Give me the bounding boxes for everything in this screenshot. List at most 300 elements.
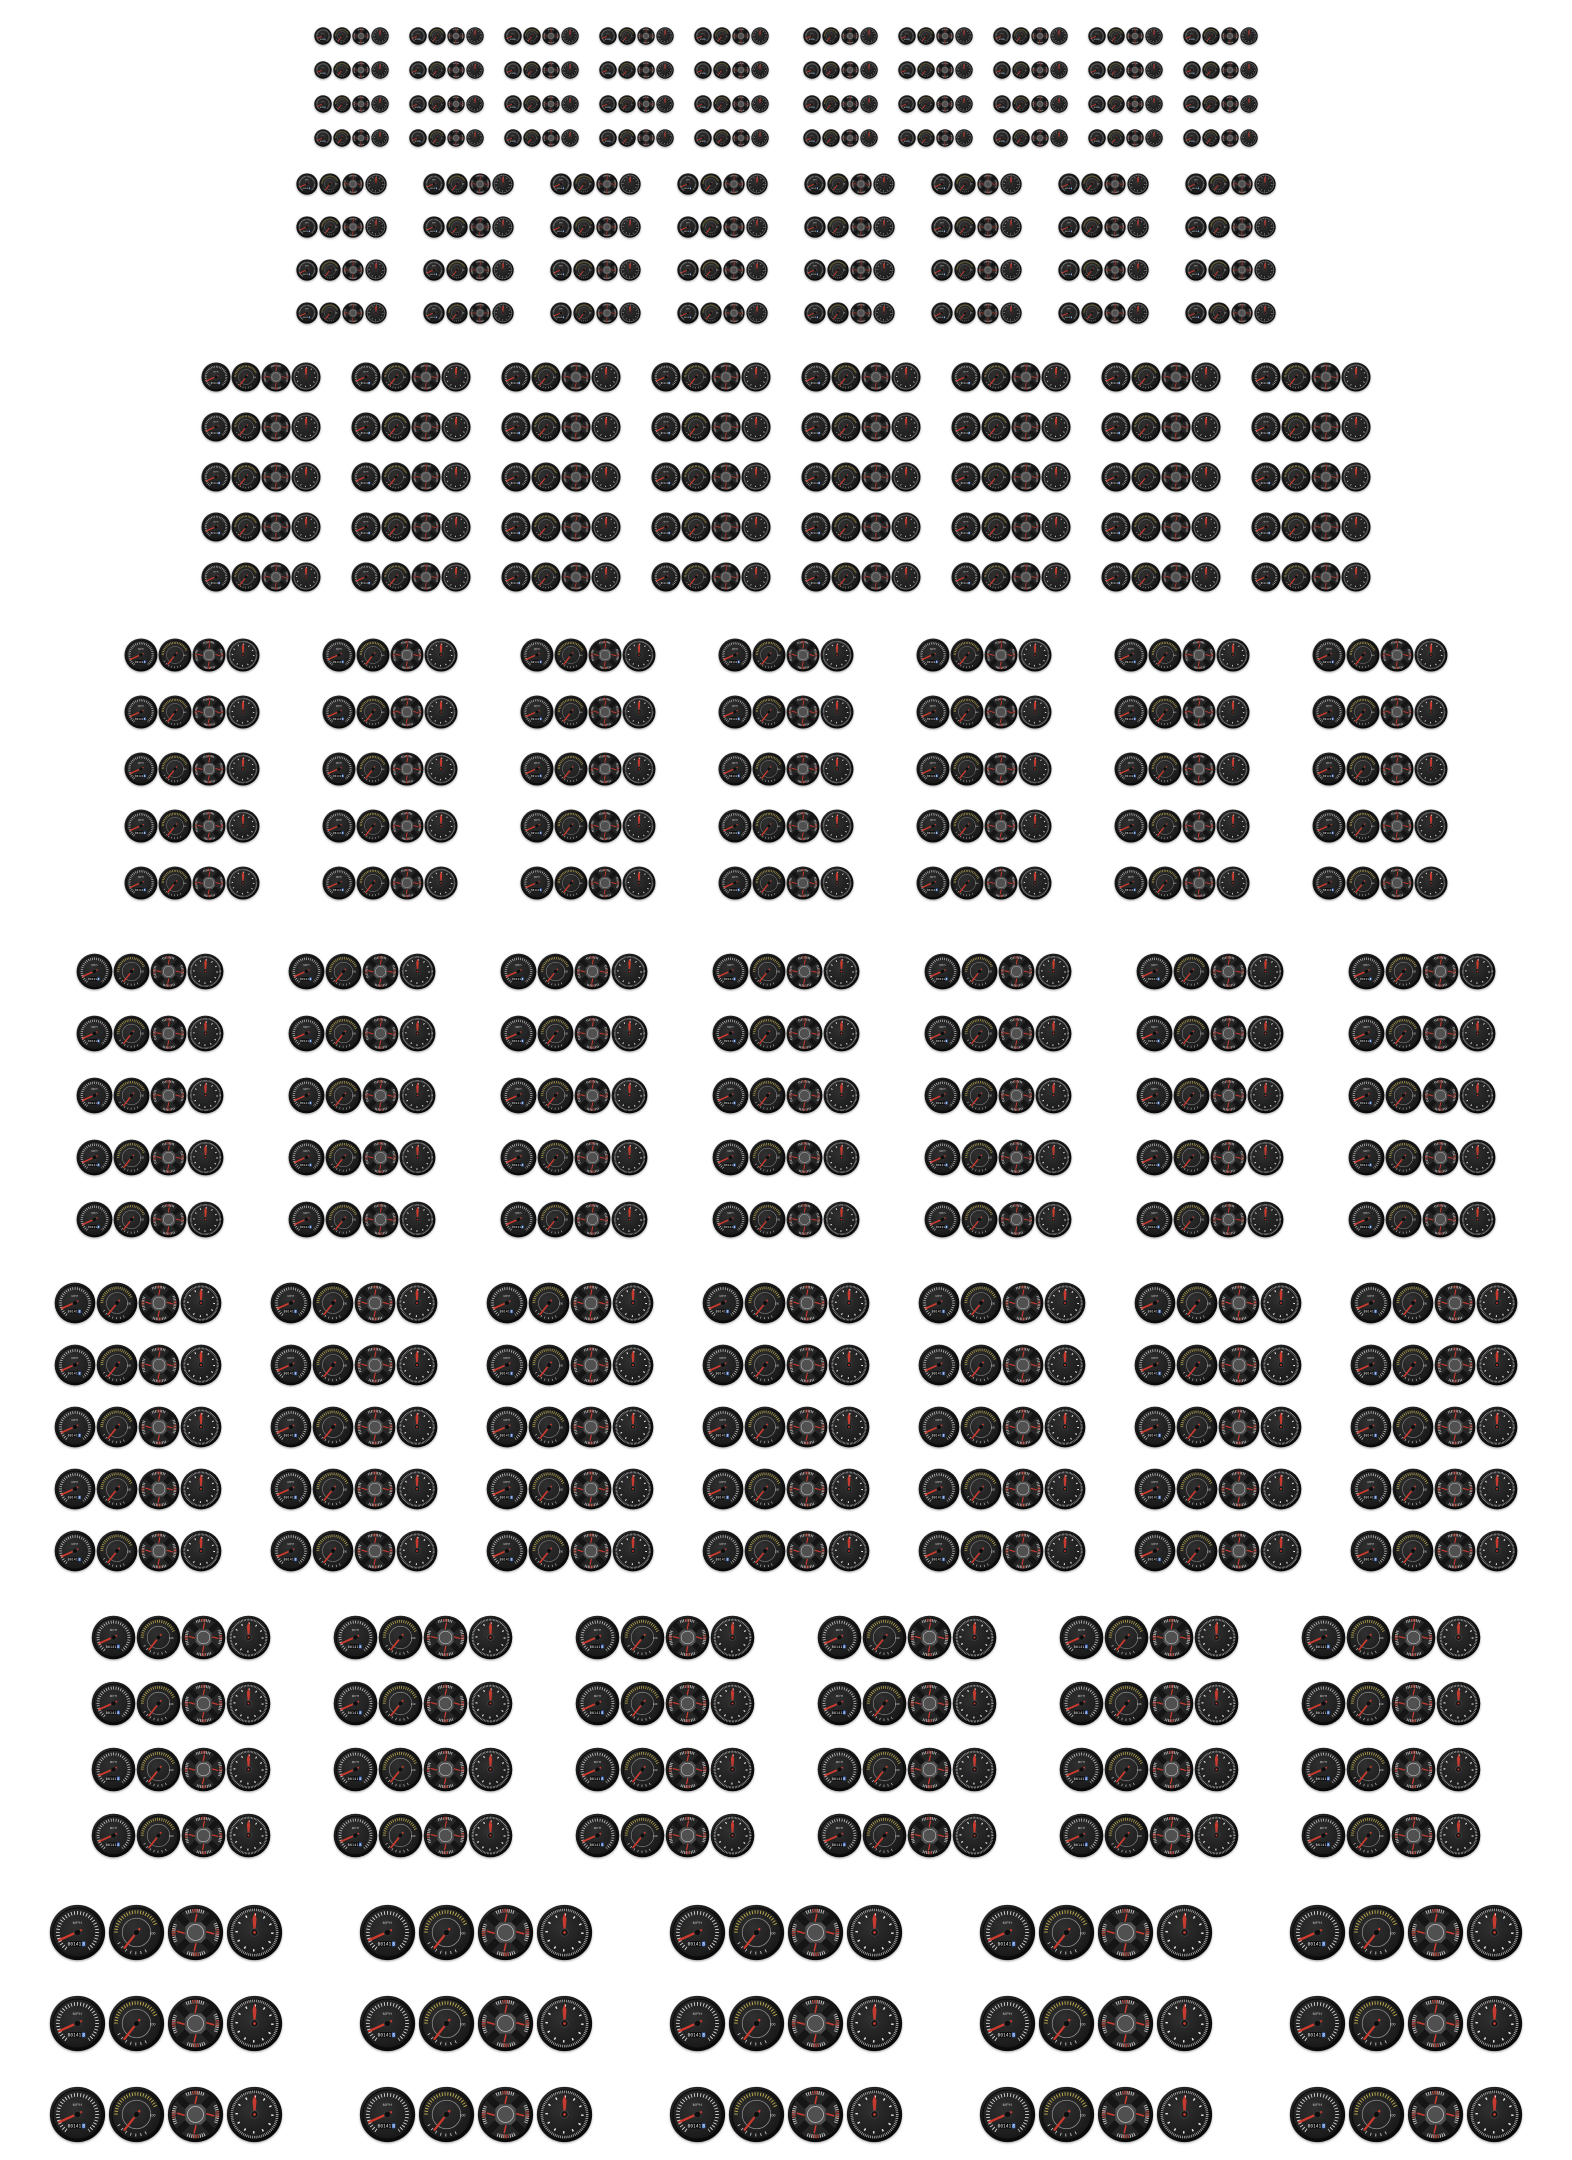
tachometer-gauge-icon	[700, 173, 722, 195]
gauge-cluster	[801, 562, 921, 592]
speedometer-gauge-icon	[702, 1282, 744, 1324]
quad-cluster-gauge-icon	[1434, 1344, 1476, 1386]
tachometer-gauge-icon	[381, 412, 411, 442]
clock-gauge-icon	[365, 302, 387, 324]
gauge-cluster	[1251, 412, 1371, 442]
speedometer-gauge-icon	[993, 61, 1011, 79]
gauge-cluster	[1134, 1468, 1302, 1510]
quad-cluster-gauge-icon	[1161, 512, 1191, 542]
clock-gauge-icon	[399, 1015, 436, 1052]
speedometer-gauge-icon	[322, 866, 356, 900]
speedometer-gauge-icon	[803, 27, 821, 45]
clock-gauge-icon	[619, 259, 641, 281]
gauge-cluster	[993, 27, 1068, 45]
tachometer-gauge-icon	[749, 1077, 786, 1114]
tachometer-gauge-icon	[356, 866, 390, 900]
speedometer-gauge-icon	[54, 1468, 96, 1510]
quad-cluster-gauge-icon	[732, 61, 750, 79]
tachometer-gauge-icon	[312, 1468, 354, 1510]
gauge-cluster	[288, 1201, 436, 1238]
speedometer-gauge-icon	[1251, 362, 1281, 392]
tachometer-gauge-icon	[1176, 1406, 1218, 1448]
speedometer-gauge-icon	[270, 1344, 312, 1386]
quad-cluster-gauge-icon	[665, 1813, 710, 1858]
quad-cluster-gauge-icon	[1161, 462, 1191, 492]
gauge-cluster	[501, 362, 621, 392]
quad-cluster-gauge-icon	[1434, 1406, 1476, 1448]
speedometer-gauge-icon	[288, 1201, 325, 1238]
gauge-row	[0, 1344, 1572, 1386]
speedometer-gauge-icon	[1136, 1139, 1173, 1176]
quad-cluster-gauge-icon	[390, 695, 424, 729]
speedometer-gauge-icon	[351, 362, 381, 392]
quad-cluster-gauge-icon	[138, 1530, 180, 1572]
quad-cluster-gauge-icon	[665, 1747, 710, 1792]
quad-cluster-gauge-icon	[936, 27, 954, 45]
quad-cluster-gauge-icon	[665, 1681, 710, 1726]
tachometer-gauge-icon	[862, 1747, 907, 1792]
clock-gauge-icon	[466, 61, 484, 79]
quad-cluster-gauge-icon	[861, 512, 891, 542]
speedometer-gauge-icon	[931, 216, 953, 238]
clock-gauge-icon	[622, 809, 656, 843]
clock-gauge-icon	[1018, 695, 1052, 729]
speedometer-gauge-icon	[803, 95, 821, 113]
gauge-cluster	[898, 129, 973, 147]
gauge-cluster	[409, 129, 484, 147]
clock-gauge-icon	[591, 462, 621, 492]
gauge-cluster	[694, 61, 769, 79]
tachometer-gauge-icon	[960, 1530, 1002, 1572]
speedometer-gauge-icon	[979, 2086, 1036, 2143]
quad-cluster-gauge-icon	[1231, 302, 1253, 324]
clock-gauge-icon	[1018, 638, 1052, 672]
size-band-4	[0, 638, 1572, 900]
gauge-cluster	[409, 27, 484, 45]
tachometer-gauge-icon	[1281, 562, 1311, 592]
clock-gauge-icon	[622, 866, 656, 900]
clock-gauge-icon	[561, 95, 579, 113]
speedometer-gauge-icon	[712, 1201, 749, 1238]
speedometer-gauge-icon	[1136, 1015, 1173, 1052]
tachometer-gauge-icon	[537, 1201, 574, 1238]
speedometer-gauge-icon	[314, 129, 332, 147]
clock-gauge-icon	[441, 462, 471, 492]
clock-gauge-icon	[1035, 1201, 1072, 1238]
quad-cluster-gauge-icon	[1002, 1344, 1044, 1386]
speedometer-gauge-icon	[801, 562, 831, 592]
speedometer-gauge-icon	[1101, 462, 1131, 492]
clock-gauge-icon	[1459, 1015, 1496, 1052]
quad-cluster-gauge-icon	[850, 259, 872, 281]
clock-gauge-icon	[873, 259, 895, 281]
gauge-row	[0, 1813, 1572, 1858]
clock-gauge-icon	[396, 1406, 438, 1448]
speedometer-gauge-icon	[1134, 1468, 1176, 1510]
quad-cluster-gauge-icon	[1210, 1015, 1247, 1052]
quad-cluster-gauge-icon	[354, 1530, 396, 1572]
speedometer-gauge-icon	[1183, 129, 1201, 147]
quad-cluster-gauge-icon	[362, 1077, 399, 1114]
tachometer-gauge-icon	[325, 1139, 362, 1176]
clock-gauge-icon	[226, 638, 260, 672]
gauge-cluster	[49, 1995, 283, 2052]
clock-gauge-icon	[1459, 1077, 1496, 1114]
speedometer-gauge-icon	[314, 61, 332, 79]
tachometer-gauge-icon	[1081, 259, 1103, 281]
speedometer-gauge-icon	[718, 638, 752, 672]
tachometer-gauge-icon	[312, 1530, 354, 1572]
gauge-cluster	[314, 27, 389, 45]
speedometer-gauge-icon	[651, 362, 681, 392]
quad-cluster-gauge-icon	[1311, 512, 1341, 542]
speedometer-gauge-icon	[702, 1530, 744, 1572]
tachometer-gauge-icon	[523, 27, 541, 45]
clock-gauge-icon	[396, 1468, 438, 1510]
speedometer-gauge-icon	[333, 1813, 378, 1858]
quad-cluster-gauge-icon	[261, 362, 291, 392]
clock-gauge-icon	[823, 1077, 860, 1114]
clock-gauge-icon	[1194, 1747, 1239, 1792]
speedometer-gauge-icon	[76, 1201, 113, 1238]
clock-gauge-icon	[468, 1615, 513, 1660]
tachometer-gauge-icon	[312, 1406, 354, 1448]
clock-gauge-icon	[561, 61, 579, 79]
tachometer-gauge-icon	[681, 512, 711, 542]
gauge-cluster	[1059, 1615, 1239, 1660]
gauge-cluster	[76, 1015, 224, 1052]
quad-cluster-gauge-icon	[1182, 695, 1216, 729]
speedometer-gauge-icon	[916, 866, 950, 900]
gauge-cluster	[599, 27, 674, 45]
tachometer-gauge-icon	[713, 27, 731, 45]
gauge-cluster	[1301, 1615, 1481, 1660]
quad-cluster-gauge-icon	[411, 462, 441, 492]
clock-gauge-icon	[441, 512, 471, 542]
tachometer-gauge-icon	[752, 638, 786, 672]
tachometer-gauge-icon	[231, 362, 261, 392]
clock-gauge-icon	[1341, 512, 1371, 542]
clock-gauge-icon	[591, 412, 621, 442]
quad-cluster-gauge-icon	[423, 1813, 468, 1858]
speedometer-gauge-icon	[993, 27, 1011, 45]
speedometer-gauge-icon	[500, 1139, 537, 1176]
gauge-cluster	[520, 809, 656, 843]
gauge-cluster	[1088, 95, 1163, 113]
speedometer-gauge-icon	[201, 462, 231, 492]
clock-gauge-icon	[1466, 1904, 1523, 1961]
tachometer-gauge-icon	[136, 1747, 181, 1792]
tachometer-gauge-icon	[381, 462, 411, 492]
tachometer-gauge-icon	[1385, 1139, 1422, 1176]
tachometer-gauge-icon	[573, 216, 595, 238]
clock-gauge-icon	[1194, 1813, 1239, 1858]
clock-gauge-icon	[1000, 302, 1022, 324]
speedometer-gauge-icon	[296, 216, 318, 238]
gauge-cluster	[314, 95, 389, 113]
gauge-cluster	[91, 1747, 271, 1792]
clock-gauge-icon	[1436, 1747, 1481, 1792]
tachometer-gauge-icon	[728, 2086, 785, 2143]
quad-cluster-gauge-icon	[786, 1077, 823, 1114]
quad-cluster-gauge-icon	[1210, 953, 1247, 990]
speedometer-gauge-icon	[1348, 1015, 1385, 1052]
quad-cluster-gauge-icon	[192, 638, 226, 672]
gauge-cluster	[951, 562, 1071, 592]
clock-gauge-icon	[952, 1747, 997, 1792]
gauge-cluster	[500, 1201, 648, 1238]
clock-gauge-icon	[441, 362, 471, 392]
gauge-cluster	[322, 866, 458, 900]
tachometer-gauge-icon	[981, 512, 1011, 542]
quad-cluster-gauge-icon	[637, 61, 655, 79]
speedometer-gauge-icon	[575, 1747, 620, 1792]
tachometer-gauge-icon	[1012, 61, 1030, 79]
gauge-cluster	[599, 95, 674, 113]
speedometer-gauge-icon	[718, 695, 752, 729]
gauge-cluster	[504, 61, 579, 79]
gauge-row	[0, 302, 1572, 324]
tachometer-gauge-icon	[136, 1813, 181, 1858]
gauge-cluster	[76, 1201, 224, 1238]
speedometer-gauge-icon	[575, 1813, 620, 1858]
speedometer-gauge-icon	[718, 809, 752, 843]
tachometer-gauge-icon	[108, 2086, 165, 2143]
tachometer-gauge-icon	[1385, 1201, 1422, 1238]
gauge-cluster	[801, 462, 921, 492]
clock-gauge-icon	[873, 216, 895, 238]
speedometer-gauge-icon	[918, 1530, 960, 1572]
tachometer-gauge-icon	[325, 1201, 362, 1238]
clock-gauge-icon	[536, 2086, 593, 2143]
clock-gauge-icon	[741, 462, 771, 492]
quad-cluster-gauge-icon	[711, 412, 741, 442]
tachometer-gauge-icon	[831, 362, 861, 392]
quad-cluster-gauge-icon	[574, 1077, 611, 1114]
quad-cluster-gauge-icon	[561, 562, 591, 592]
gauge-cluster	[296, 216, 387, 238]
clock-gauge-icon	[1476, 1344, 1518, 1386]
clock-gauge-icon	[1035, 1139, 1072, 1176]
gauge-cluster	[520, 695, 656, 729]
gauge-cluster	[575, 1813, 755, 1858]
tachometer-gauge-icon	[1385, 1015, 1422, 1052]
gauge-cluster	[1114, 638, 1250, 672]
quad-cluster-gauge-icon	[469, 216, 491, 238]
gauge-cluster	[359, 1904, 593, 1961]
gauge-cluster	[1183, 27, 1258, 45]
speedometer-gauge-icon	[486, 1530, 528, 1572]
tachometer-gauge-icon	[752, 866, 786, 900]
quad-cluster-gauge-icon	[561, 462, 591, 492]
quad-cluster-gauge-icon	[1391, 1747, 1436, 1792]
clock-gauge-icon	[226, 2086, 283, 2143]
quad-cluster-gauge-icon	[977, 302, 999, 324]
speedometer-gauge-icon	[804, 173, 826, 195]
clock-gauge-icon	[1459, 1139, 1496, 1176]
quad-cluster-gauge-icon	[1231, 259, 1253, 281]
clock-gauge-icon	[187, 1015, 224, 1052]
gauge-cluster	[801, 362, 921, 392]
speedometer-gauge-icon	[124, 809, 158, 843]
speedometer-gauge-icon	[501, 562, 531, 592]
speedometer-gauge-icon	[817, 1747, 862, 1792]
tachometer-gauge-icon	[1346, 1747, 1391, 1792]
clock-gauge-icon	[396, 1282, 438, 1324]
tachometer-gauge-icon	[1208, 216, 1230, 238]
quad-cluster-gauge-icon	[998, 1139, 1035, 1176]
tachometer-gauge-icon	[428, 129, 446, 147]
tachometer-gauge-icon	[356, 638, 390, 672]
clock-gauge-icon	[751, 27, 769, 45]
speedometer-gauge-icon	[288, 953, 325, 990]
speedometer-gauge-icon	[486, 1282, 528, 1324]
speedometer-gauge-icon	[801, 462, 831, 492]
gauge-cluster	[702, 1282, 870, 1324]
tachometer-gauge-icon	[744, 1530, 786, 1572]
speedometer-gauge-icon	[409, 129, 427, 147]
gauge-cluster	[931, 302, 1022, 324]
speedometer-gauge-icon	[333, 1615, 378, 1660]
quad-cluster-gauge-icon	[352, 61, 370, 79]
quad-cluster-gauge-icon	[1126, 61, 1144, 79]
gauge-cluster	[669, 1904, 903, 1961]
gauge-cluster	[931, 259, 1022, 281]
speedometer-gauge-icon	[500, 1201, 537, 1238]
quad-cluster-gauge-icon	[786, 809, 820, 843]
quad-cluster-gauge-icon	[138, 1344, 180, 1386]
tachometer-gauge-icon	[96, 1344, 138, 1386]
gauge-cluster	[677, 216, 768, 238]
tachometer-gauge-icon	[113, 953, 150, 990]
speedometer-gauge-icon	[54, 1406, 96, 1448]
gauge-cluster	[1088, 129, 1163, 147]
tachometer-gauge-icon	[1104, 1747, 1149, 1792]
quad-cluster-gauge-icon	[1407, 2086, 1464, 2143]
clock-gauge-icon	[1145, 61, 1163, 79]
tachometer-gauge-icon	[1148, 866, 1182, 900]
clock-gauge-icon	[1127, 259, 1149, 281]
clock-gauge-icon	[1260, 1282, 1302, 1324]
tachometer-gauge-icon	[954, 173, 976, 195]
tachometer-gauge-icon	[1392, 1468, 1434, 1510]
size-band-7	[0, 1615, 1572, 1858]
gauge-cluster	[1183, 95, 1258, 113]
tachometer-gauge-icon	[1012, 129, 1030, 147]
speedometer-gauge-icon	[1289, 1904, 1346, 1961]
gauge-cluster	[1348, 1077, 1496, 1114]
clock-gauge-icon	[1436, 1615, 1481, 1660]
speedometer-gauge-icon	[322, 638, 356, 672]
quad-cluster-gauge-icon	[787, 1904, 844, 1961]
gauge-cluster	[1101, 512, 1221, 542]
tachometer-gauge-icon	[1131, 362, 1161, 392]
clock-gauge-icon	[424, 752, 458, 786]
clock-gauge-icon	[1194, 1615, 1239, 1660]
quad-cluster-gauge-icon	[786, 1344, 828, 1386]
speedometer-gauge-icon	[486, 1406, 528, 1448]
speedometer-gauge-icon	[296, 173, 318, 195]
quad-cluster-gauge-icon	[352, 95, 370, 113]
speedometer-gauge-icon	[712, 1077, 749, 1114]
clock-gauge-icon	[823, 1201, 860, 1238]
quad-cluster-gauge-icon	[723, 216, 745, 238]
tachometer-gauge-icon	[381, 362, 411, 392]
clock-gauge-icon	[1341, 462, 1371, 492]
clock-gauge-icon	[441, 412, 471, 442]
gauge-cluster	[423, 302, 514, 324]
clock-gauge-icon	[424, 638, 458, 672]
clock-gauge-icon	[365, 259, 387, 281]
quad-cluster-gauge-icon	[984, 695, 1018, 729]
speedometer-gauge-icon	[270, 1406, 312, 1448]
speedometer-gauge-icon	[1183, 95, 1201, 113]
speedometer-gauge-icon	[918, 1344, 960, 1386]
quad-cluster-gauge-icon	[1002, 1468, 1044, 1510]
speedometer-gauge-icon	[1348, 1139, 1385, 1176]
clock-gauge-icon	[1414, 866, 1448, 900]
quad-cluster-gauge-icon	[390, 809, 424, 843]
speedometer-gauge-icon	[409, 61, 427, 79]
gauge-cluster	[501, 562, 621, 592]
clock-gauge-icon	[226, 866, 260, 900]
quad-cluster-gauge-icon	[561, 362, 591, 392]
clock-gauge-icon	[611, 1139, 648, 1176]
speedometer-gauge-icon	[1058, 173, 1080, 195]
tachometer-gauge-icon	[1392, 1344, 1434, 1386]
quad-cluster-gauge-icon	[1422, 1201, 1459, 1238]
tachometer-gauge-icon	[356, 695, 390, 729]
quad-cluster-gauge-icon	[588, 809, 622, 843]
tachometer-gauge-icon	[960, 1344, 1002, 1386]
clock-gauge-icon	[751, 129, 769, 147]
tachometer-gauge-icon	[681, 562, 711, 592]
speedometer-gauge-icon	[76, 953, 113, 990]
quad-cluster-gauge-icon	[1011, 362, 1041, 392]
clock-gauge-icon	[751, 95, 769, 113]
tachometer-gauge-icon	[231, 462, 261, 492]
tachometer-gauge-icon	[950, 866, 984, 900]
quad-cluster-gauge-icon	[1210, 1077, 1247, 1114]
quad-cluster-gauge-icon	[1002, 1282, 1044, 1324]
tachometer-gauge-icon	[749, 1139, 786, 1176]
quad-cluster-gauge-icon	[1149, 1615, 1194, 1660]
quad-cluster-gauge-icon	[1104, 259, 1126, 281]
quad-cluster-gauge-icon	[1210, 1139, 1247, 1176]
speedometer-gauge-icon	[575, 1681, 620, 1726]
gauge-cluster	[351, 512, 471, 542]
quad-cluster-gauge-icon	[352, 129, 370, 147]
quad-cluster-gauge-icon	[1218, 1406, 1260, 1448]
tachometer-gauge-icon	[312, 1344, 354, 1386]
clock-gauge-icon	[1216, 809, 1250, 843]
gauge-cluster	[501, 462, 621, 492]
quad-cluster-gauge-icon	[1104, 216, 1126, 238]
quad-cluster-gauge-icon	[1221, 27, 1239, 45]
clock-gauge-icon	[820, 752, 854, 786]
tachometer-gauge-icon	[1148, 809, 1182, 843]
gauge-cluster	[1185, 173, 1276, 195]
speedometer-gauge-icon	[409, 27, 427, 45]
clock-gauge-icon	[1240, 95, 1258, 113]
tachometer-gauge-icon	[1346, 809, 1380, 843]
clock-gauge-icon	[468, 1813, 513, 1858]
speedometer-gauge-icon	[1251, 562, 1281, 592]
clock-gauge-icon	[1247, 953, 1284, 990]
quad-cluster-gauge-icon	[574, 1201, 611, 1238]
clock-gauge-icon	[828, 1530, 870, 1572]
clock-gauge-icon	[1216, 695, 1250, 729]
